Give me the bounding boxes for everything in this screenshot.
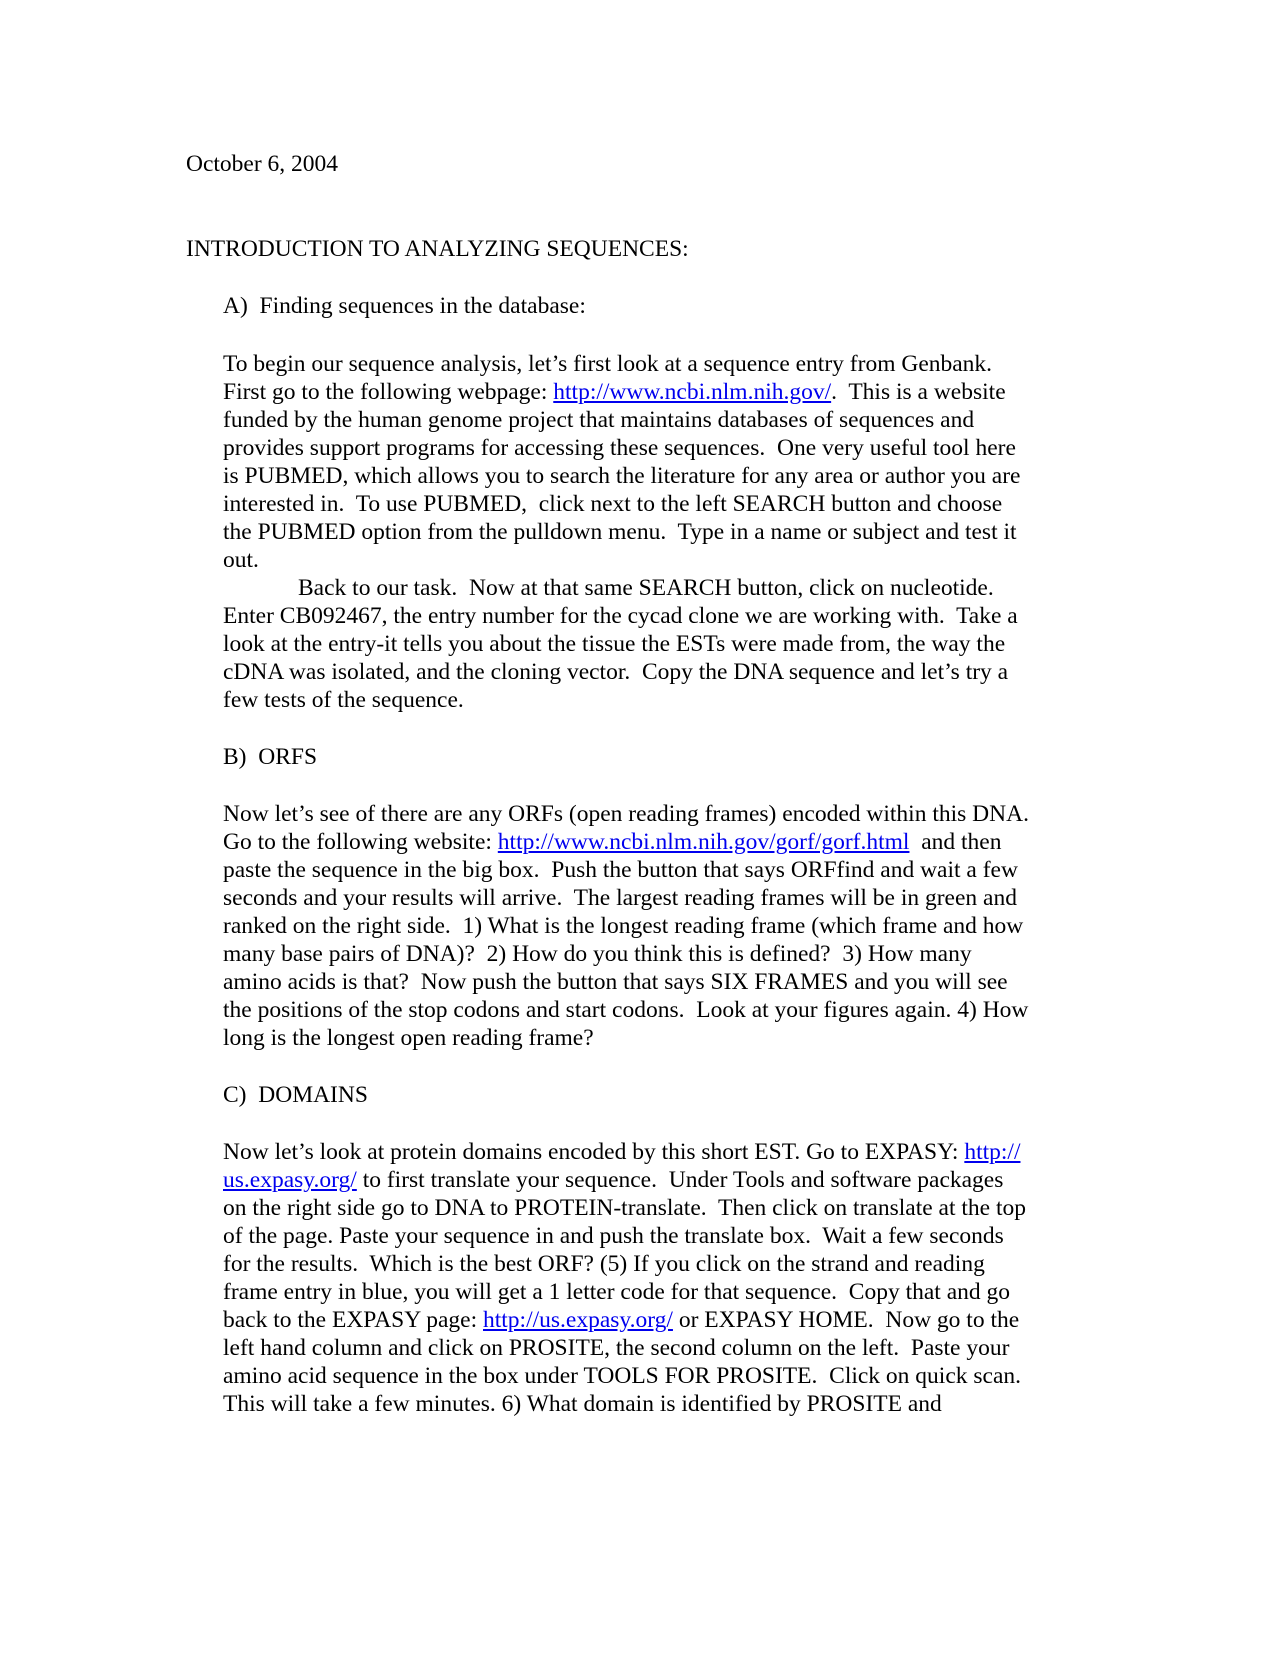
section-b-line: Now let’s see of there are any ORFs (open reading frames) encoded within this DNA. <box>223 801 1029 827</box>
section-c-line <box>223 1306 1019 1334</box>
expasy-link[interactable]: http:// <box>964 1139 1021 1165</box>
section-a-line: funded by the human genome project that maintains databases of sequences and <box>223 407 975 433</box>
section-a-line: is PUBMED, which allows you to search the literature for any area or author you are <box>223 463 1021 489</box>
text-span: First go to the following webpage: <box>223 379 554 405</box>
text-span: . This is a website <box>831 379 1006 405</box>
expasy-home-link[interactable]: http://us.expasy.org/ <box>483 1307 673 1333</box>
section-b-line: paste the sequence in the big box. Push the button that says ORFfind and wait a few <box>223 857 1018 883</box>
ncbi-link[interactable]: http://www.ncbi.nlm.nih.gov/ <box>553 379 832 405</box>
section-b-line: the positions of the stop codons and start codons. Look at your figures again. 4) How <box>223 997 1029 1023</box>
text-span: Go to the following website: <box>223 829 498 855</box>
section-c-line: This will take a few minutes. 6) What domain is identified by PROSITE and <box>223 1391 942 1417</box>
section-a-line <box>223 378 1006 406</box>
section-c-line: for the results. Which is the best ORF? (5) If you click on the strand and reading <box>223 1251 985 1277</box>
section-c-line: amino acid sequence in the box under TOOLS FOR PROSITE. Click on quick scan. <box>223 1363 1022 1389</box>
section-a-line: the PUBMED option from the pulldown menu. Type in a name or subject and test it <box>223 519 1017 545</box>
section-b-heading: B) ORFS <box>223 744 318 770</box>
section-a-line: To begin our sequence analysis, let’s first look at a sequence entry from Genbank. <box>223 351 993 377</box>
section-c-line: of the page. Paste your sequence in and push the translate box. Wait a few seconds <box>223 1223 1004 1249</box>
text-span: or EXPASY HOME. Now go to the <box>672 1307 1020 1333</box>
section-c-line: on the right side go to DNA to PROTEIN-translate. Then click on translate at the top <box>223 1195 1026 1221</box>
section-a-line: look at the entry-it tells you about the tissue the ESTs were made from, the way the <box>223 631 1006 657</box>
section-c-heading: C) DOMAINS <box>223 1082 368 1108</box>
section-a-line: provides support programs for accessing these sequences. One very useful tool here <box>223 435 1016 461</box>
text-span: Now let’s look at protein domains encoded by this short EST. Go to EXPASY: <box>223 1139 965 1165</box>
section-a-line: few tests of the sequence. <box>223 687 464 713</box>
section-c-line: left hand column and click on PROSITE, the second column on the left. Paste your <box>223 1335 1010 1361</box>
section-b-line: seconds and your results will arrive. The largest reading frames will be in green and <box>223 885 1017 911</box>
text-span: back to the EXPASY page: <box>223 1307 483 1333</box>
text-span: to first translate your sequence. Under Tools and software packages <box>356 1167 1004 1193</box>
section-b-line <box>223 828 1001 856</box>
section-c-line: frame entry in blue, you will get a 1 letter code for that sequence. Copy that and go <box>223 1279 1010 1305</box>
document-date: October 6, 2004 <box>186 151 339 177</box>
section-c-line <box>223 1138 1020 1166</box>
section-a-line: Back to our task. Now at that same SEARCH button, click on nucleotide. <box>298 575 994 601</box>
document-title: INTRODUCTION TO ANALYZING SEQUENCES: <box>186 236 689 262</box>
section-a-line: out. <box>223 547 259 573</box>
section-a-line: Enter CB092467, the entry number for the cycad clone we are working with. Take a <box>223 603 1018 629</box>
section-a-heading: A) Finding sequences in the database: <box>223 293 586 319</box>
section-b-line: many base pairs of DNA)? 2) How do you think this is defined? 3) How many <box>223 941 972 967</box>
expasy-link[interactable]: us.expasy.org/ <box>223 1167 357 1193</box>
section-c-line <box>223 1166 1003 1194</box>
gorf-link[interactable]: http://www.ncbi.nlm.nih.gov/gorf/gorf.html <box>497 829 910 855</box>
section-b-line: ranked on the right side. 1) What is the longest reading frame (which frame and how <box>223 913 1024 939</box>
section-b-line: long is the longest open reading frame? <box>223 1025 594 1051</box>
section-a-line: interested in. To use PUBMED, click next to the left SEARCH button and choose <box>223 491 1003 517</box>
section-b-line: amino acids is that? Now push the button that says SIX FRAMES and you will see <box>223 969 1008 995</box>
text-span: and then <box>909 829 1002 855</box>
section-a-line: cDNA was isolated, and the cloning vector. Copy the DNA sequence and let’s try a <box>223 659 1009 685</box>
